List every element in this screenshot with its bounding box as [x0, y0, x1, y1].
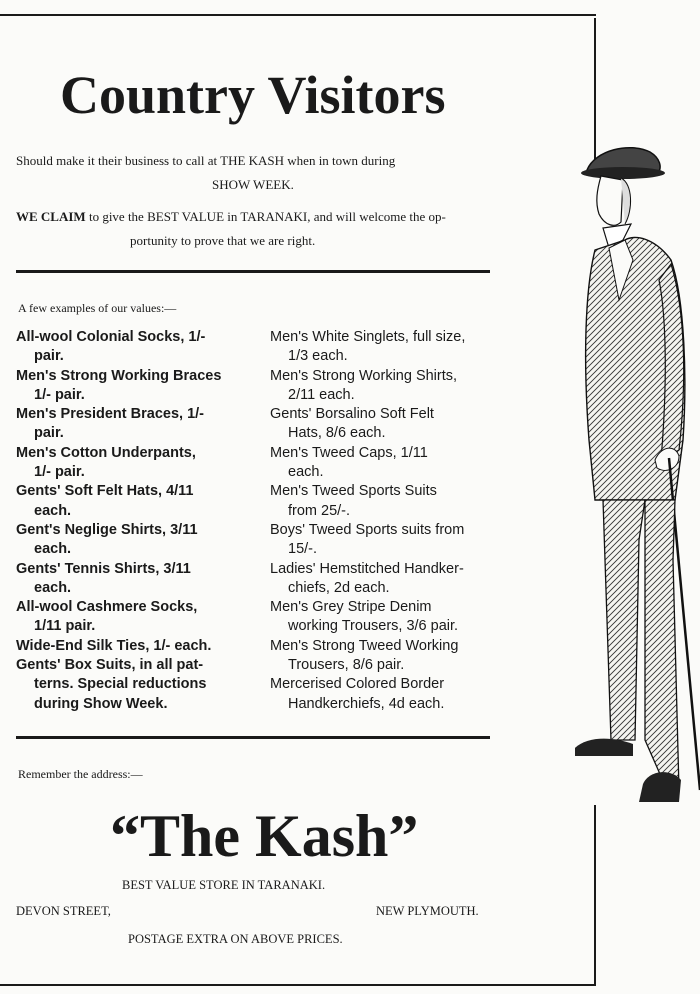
list-item: Men's Strong Working Shirts, 2/11 each. [270, 367, 458, 403]
list-item: Men's Tweed Caps, 1/11 each. [270, 444, 428, 481]
divider-upper [16, 270, 490, 273]
list-item: Gent's Neglige Shirts, 3/11 each. [16, 521, 198, 558]
list-item: Gents' Borsalino Soft Felt Hats, 8/6 each. [270, 406, 434, 442]
street-address: DEVON STREET, [16, 904, 111, 918]
right-column [270, 328, 520, 714]
man-illustration [575, 140, 700, 810]
list-item: Boys' Tweed Sports suits from 15/-. [270, 521, 465, 558]
claim-bold: WE CLAIM [16, 209, 86, 224]
intro-text: Should make it their business to call at THE KASH when in town during [16, 153, 396, 168]
list-item: Men's Tweed Sports Suits from 25/-. [270, 483, 437, 519]
list-item: Ladies' Hemstitched Handker- chiefs, 2d each. [270, 560, 464, 596]
list-item: All-wool Colonial Socks, 1/- pair. [16, 329, 206, 365]
list-item: Gents' Soft Felt Hats, 4/11 each. [16, 483, 194, 519]
list-item: Men's White Singlets, full size, 1/3 each. [270, 329, 466, 365]
headline: Country Visitors [60, 65, 446, 125]
right-border-lower [594, 805, 596, 985]
list-item: Men's Cotton Underpants, 1/- pair. [16, 444, 196, 481]
divider-lower [16, 736, 490, 739]
list-item: Men's President Braces, 1/- pair. [16, 406, 204, 442]
list-item: All-wool Cashmere Socks, 1/11 pair. [16, 599, 198, 635]
claim-text: to give the BEST VALUE in TARANAKI, and will welcome the op- [85, 209, 446, 224]
tagline: BEST VALUE STORE IN TARANAKI. [122, 878, 326, 892]
store-name: “The Kash” [110, 803, 419, 869]
postage-note: POSTAGE EXTRA ON ABOVE PRICES. [128, 932, 343, 946]
claim-line-2: portunity to prove that we are right. [130, 233, 316, 248]
left-column [16, 328, 261, 714]
list-item: Men's Grey Stripe Denim working Trousers, 3/6 pair. [270, 599, 459, 635]
list-item: Men's Strong Working Braces 1/- pair. [16, 367, 222, 403]
examples-label: A few examples of our values:— [18, 301, 177, 315]
list-item: Mercerised Colored Border Handkerchiefs, 4d each. [270, 676, 445, 712]
top-border [0, 14, 596, 16]
list-item: Wide-End Silk Ties, 1/- each. [16, 637, 212, 654]
bottom-border [0, 984, 596, 986]
remember-label: Remember the address:— [18, 767, 143, 781]
intro-line-2: SHOW WEEK. [212, 177, 294, 192]
list-item: Men's Strong Tweed Working Trousers, 8/6 pair. [270, 637, 459, 674]
list-item: Gents' Tennis Shirts, 3/11 each. [16, 560, 191, 596]
claim-line-1 [16, 206, 496, 227]
intro-line-1 [16, 150, 496, 171]
city: NEW PLYMOUTH. [376, 904, 479, 918]
list-item: Gents' Box Suits, in all pat- terns. Special reductions during Show Week. [16, 657, 207, 712]
